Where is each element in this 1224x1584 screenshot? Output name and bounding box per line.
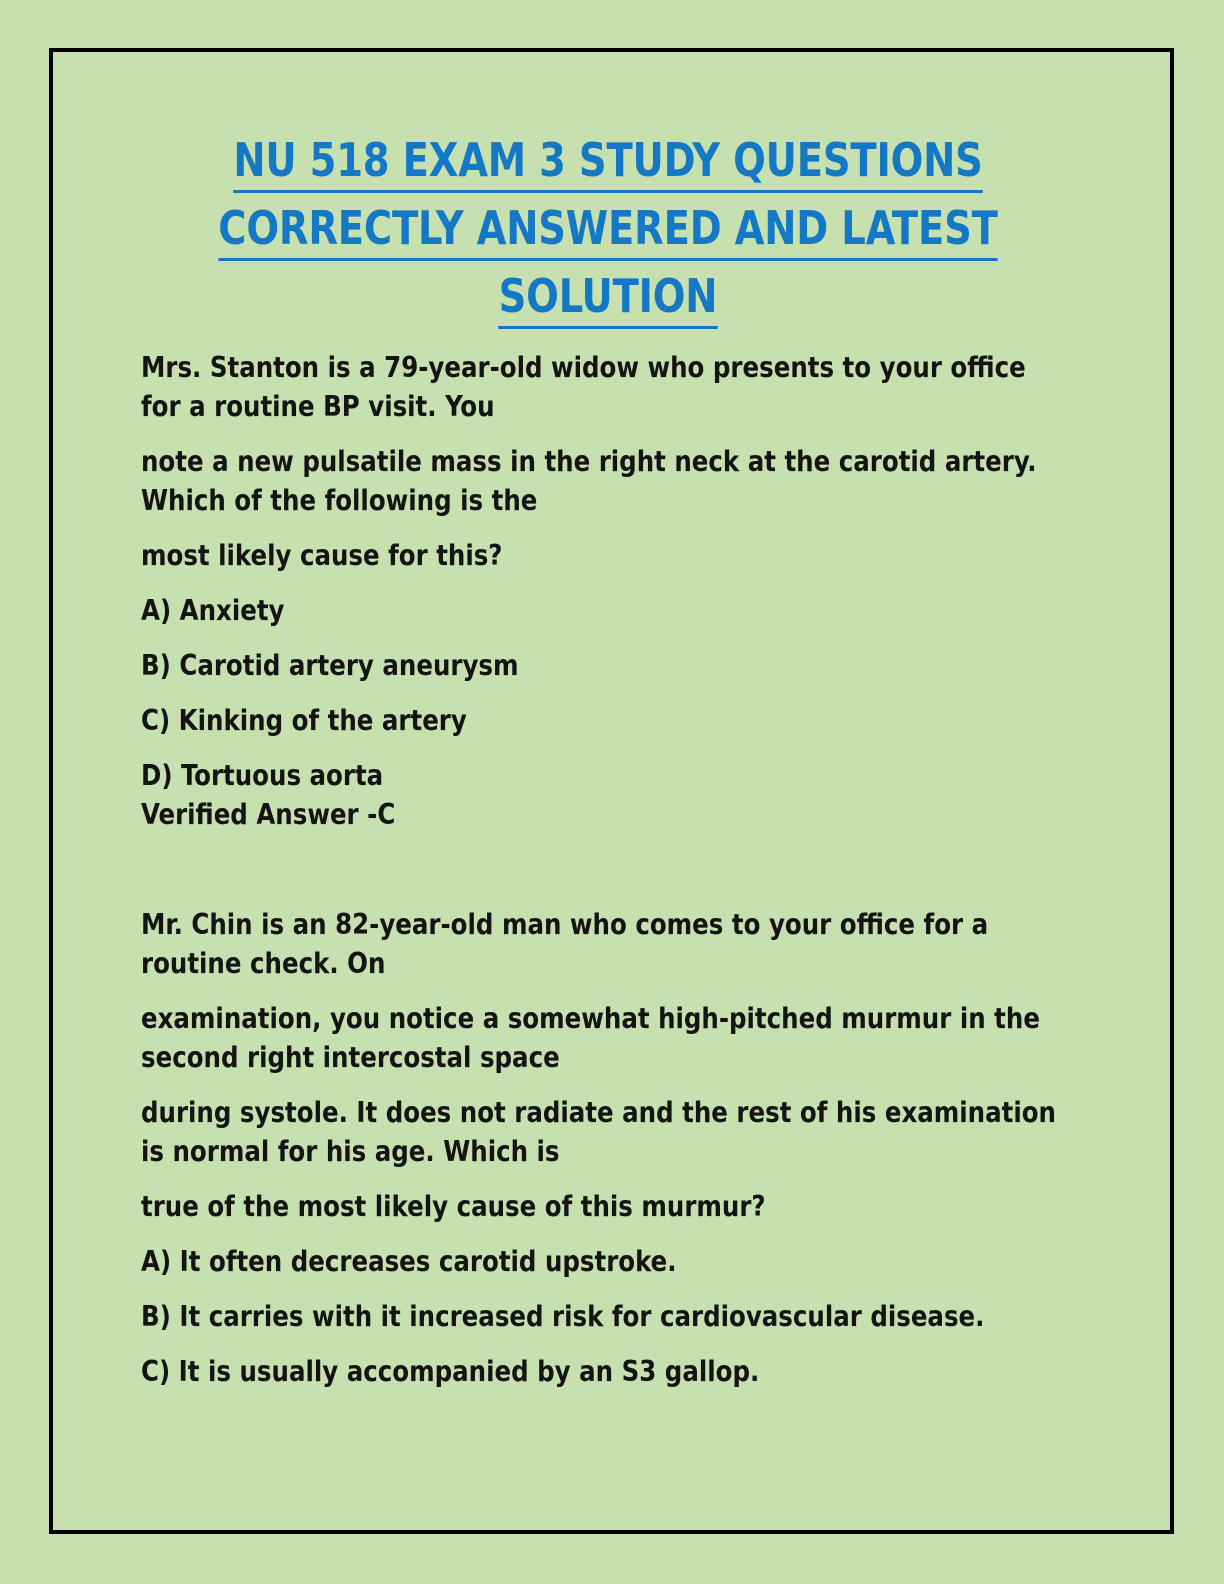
- block-spacer: [141, 850, 1069, 889]
- document-content: [141, 126, 1075, 1407]
- document-title-line-2: CORRECTLY ANSWERED AND LATEST: [174, 194, 1043, 262]
- question-2-option-a: A) It often decreases carotid upstroke.: [141, 1245, 677, 1278]
- question-2-option-c: C) It is usually accompanied by an S3 gallop.: [141, 1355, 760, 1388]
- question-1-option-b: B) Carotid artery aneurysm: [141, 649, 519, 682]
- question-2-option-b: B) It carries with it increased risk for cardiovascular disease.: [141, 1300, 985, 1333]
- question-1-stem-part-3: most likely cause for this?: [141, 539, 503, 572]
- question-1-option-a: A) Anxiety: [141, 594, 285, 627]
- question-1-stem-part-2: note a new pulsatile mass in the right neck at the carotid artery. Which of the following is the: [141, 445, 1037, 517]
- document-title-line-1: NU 518 EXAM 3 STUDY QUESTIONS: [174, 126, 1043, 194]
- document-title-line-3: SOLUTION: [174, 262, 1043, 330]
- question-2-stem-part-4: true of the most likely cause of this murmur?: [141, 1190, 766, 1223]
- question-1-stem-part-1: Mrs. Stanton is a 79-year-old widow who presents to your office for a routine BP visit. You: [141, 351, 1026, 423]
- question-1-verified-answer: Verified Answer -C: [141, 798, 396, 831]
- document-title: [174, 126, 1043, 330]
- question-2-stem-part-2: examination, you notice a somewhat high-pitched murmur in the second right intercostal space: [141, 1002, 1040, 1074]
- question-2-stem-part-3: during systole. It does not radiate and the rest of his examination is normal for his age. Which is: [141, 1096, 1056, 1168]
- question-1-option-d: D) Tortuous aorta: [141, 759, 384, 792]
- question-1-option-c: C) Kinking of the artery: [141, 704, 467, 737]
- question-2-stem-part-1: Mr. Chin is an 82-year-old man who comes to your office for a routine check. On: [141, 908, 989, 980]
